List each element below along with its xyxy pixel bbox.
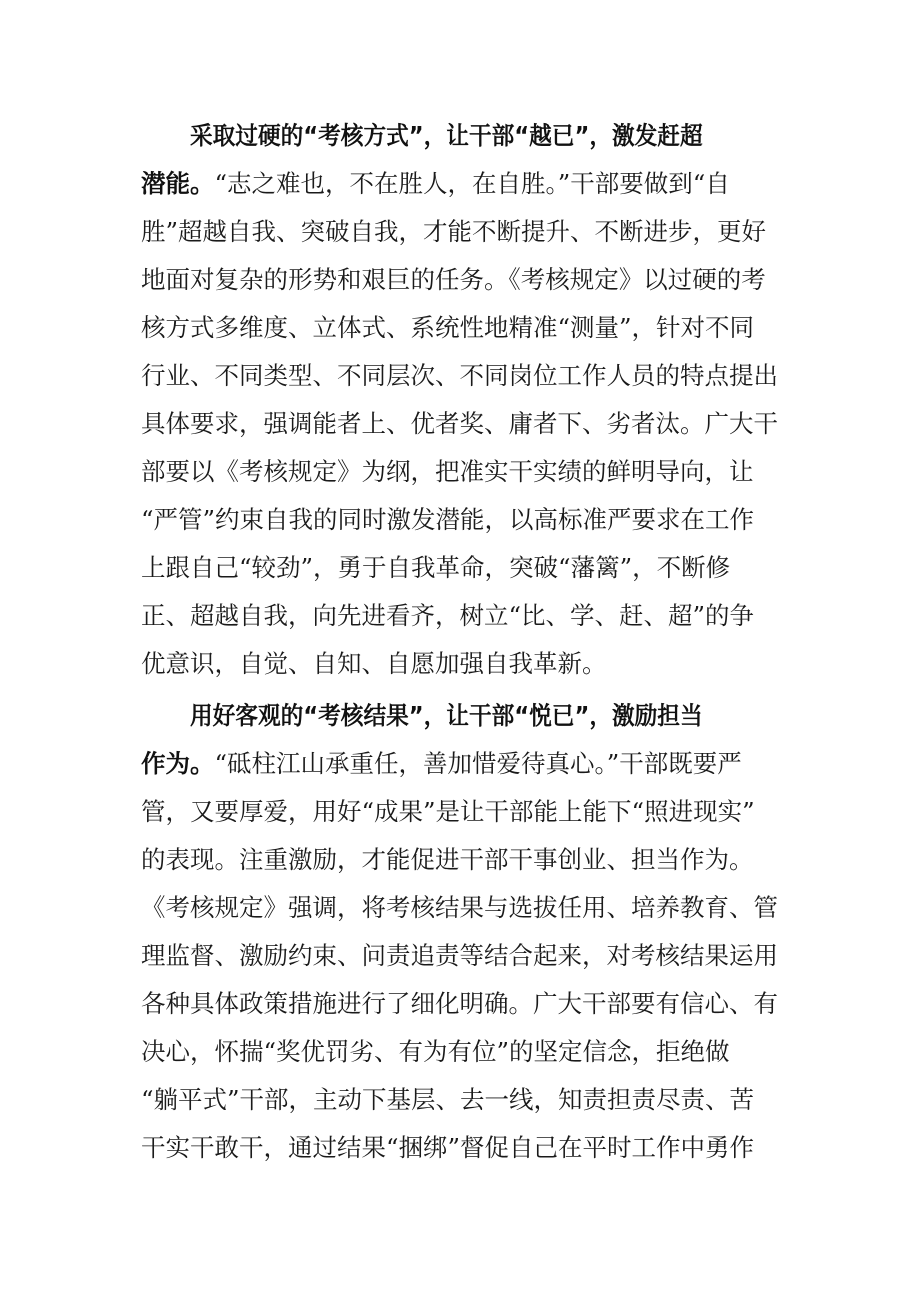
paragraph-1-line-12: 优意识，自觉、自知、自愿加强自我革新。	[141, 649, 607, 678]
paragraph-2-line-6: 理监督、激励约束、问责追责等结合起来，对考核结果运用	[141, 941, 778, 970]
paragraph-1-line-5: 核方式多维度、立体式、系统性地精准“测量”，针对不同	[141, 313, 755, 342]
paragraph-2-line-8: 决心，怀揣“奖优罚劣、有为有位”的坚定信念，拒绝做	[141, 1037, 730, 1066]
paragraph-1-line-6: 行业、不同类型、不同层次、不同岗位工作人员的特点提出	[141, 361, 778, 390]
paragraph-1-line-8: 部要以《考核规定》为纲，把准实干实绩的鲜明导向，让	[141, 457, 754, 486]
paragraph-1-line-3: 胜”超越自我、突破自我，才能不断提升、不断进步，更好	[141, 217, 767, 246]
paragraph-1-line-10: 上跟自己“较劲”，勇于自我革命，突破“藩篱”，不断修	[141, 553, 731, 582]
paragraph-2-line-2	[141, 744, 791, 784]
paragraph-1-line-9: “严管”约束自我的同时激发潜能，以高标准严要求在工作	[141, 505, 755, 534]
paragraph-1-line-2	[141, 164, 791, 204]
paragraph-2-heading-line: 用好客观的“考核结果”，让干部“悦已”，激励担当	[190, 701, 703, 730]
paragraph-2-line-9: “躺平式”干部，主动下基层、去一线，知责担责尽责、苦	[141, 1085, 755, 1114]
paragraph-2-heading-end: 作为。	[141, 749, 215, 778]
paragraph-1-line-11: 正、超越自我，向先进看齐，树立“比、学、赶、超”的争	[141, 601, 755, 630]
paragraph-1-heading-end: 潜能。	[141, 169, 215, 198]
paragraph-2-line-5: 《考核规定》强调，将考核结果与选拔任用、培养教育、管	[141, 893, 778, 922]
paragraph-2-line-7: 各种具体政策措施进行了细化明确。广大干部要有信心、有	[141, 989, 778, 1018]
paragraph-2-line-4: 的表现。注重激励，才能促进干部干事创业、担当作为。	[141, 845, 754, 874]
paragraph-1-quote: “志之难也，不在胜人，在自胜。”干部要做到“自	[214, 169, 730, 198]
paragraph-1-line-7: 具体要求，强调能者上、优者奖、庸者下、劣者汰。广大干	[141, 409, 778, 438]
paragraph-1-heading-line: 采取过硬的“考核方式”，让干部“越已”，激发赶超	[190, 121, 703, 150]
paragraph-2-line-10: 干实干敢干，通过结果“捆绑”督促自己在平时工作中勇作	[141, 1133, 755, 1162]
paragraph-2-line-3: 管，又要厚爱，用好“成果”是让干部能上能下“照进现实”	[141, 797, 755, 826]
paragraph-2-quote: “砥柱江山承重任，善加惜爱待真心。”干部既要严	[214, 749, 742, 778]
paragraph-1-line-4: 地面对复杂的形势和艰巨的任务。《考核规定》以过硬的考	[141, 265, 766, 294]
paragraph-2-line-11	[141, 1176, 791, 1216]
